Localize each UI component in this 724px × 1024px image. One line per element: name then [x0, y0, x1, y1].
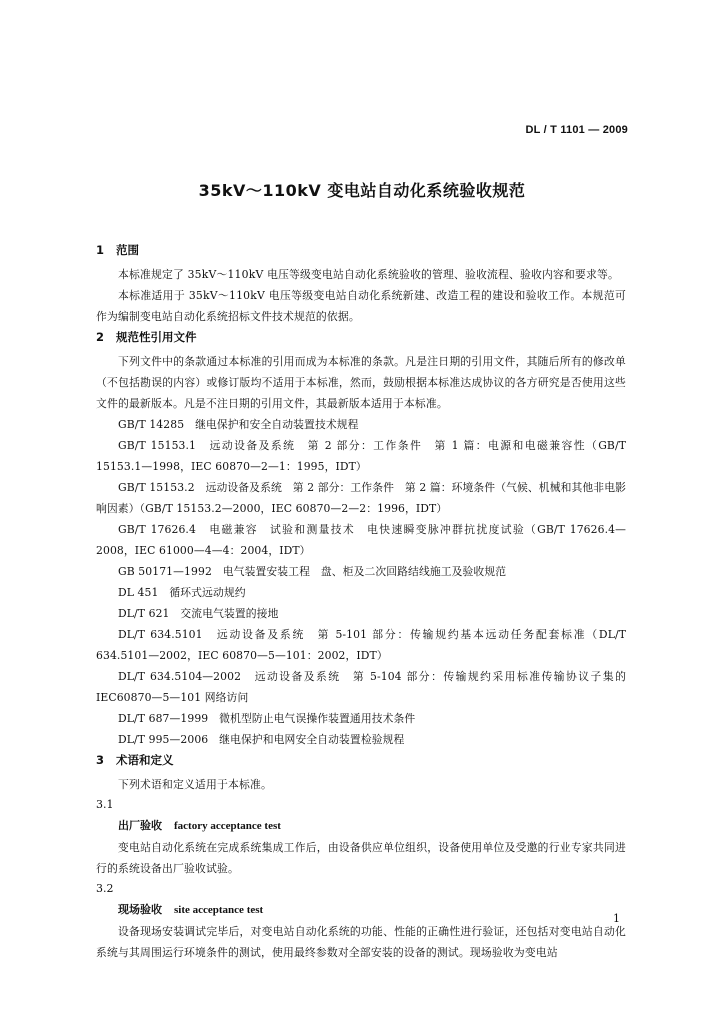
term-heading: [96, 899, 626, 921]
term-heading: [96, 815, 626, 837]
term-definition: 设备现场安装调试完毕后，对变电站自动化系统的功能、性能的正确性进行验证，还包括对变电站自动化系统与其周围运行环境条件的测试，使用最终参数对全部安装的设备的测试。现场验收为变电站: [96, 925, 626, 959]
section-heading-scope: [96, 240, 626, 260]
section-heading-normative-references: [96, 327, 626, 347]
reference-item: DL/T 995—2006 继电保护和电网安全自动装置检验规程: [118, 733, 405, 746]
standard-code: DL / T 1101 — 2009: [525, 124, 628, 136]
reference-item: GB/T 14285 继电保护和安全自动装置技术规程: [118, 418, 359, 431]
term-definition: 变电站自动化系统在完成系统集成工作后，由设备供应单位组织，设备使用单位及受邀的行业专家共同进行的系统设备出厂验收试验。: [96, 841, 626, 875]
paragraph: 下列术语和定义适用于本标准。: [118, 778, 272, 791]
reference-item: GB/T 15153.2 远动设备及系统 第 2 部分：工作条件 第 2 篇：环境条件（气候、机械和其他非电影响因素）（GB/T 15153.2—2000，IEC 60870—2—2：1996，IDT）: [96, 481, 626, 515]
section-title: 术语和定义: [116, 753, 174, 767]
section-number: 3: [96, 753, 105, 767]
term-english: site acceptance test: [174, 904, 264, 916]
reference-item: DL/T 621 交流电气装置的接地: [118, 607, 279, 620]
paragraph: 本标准适用于 35kV～110kV 电压等级变电站自动化系统新建、改造工程的建设和验收工作。本规范可作为编制变电站自动化系统招标文件技术规范的依据。: [96, 289, 626, 323]
paragraph: 本标准规定了 35kV～110kV 电压等级变电站自动化系统验收的管理、验收流程、验收内容和要求等。: [118, 268, 619, 281]
reference-item: DL 451 循环式远动规约: [118, 586, 246, 599]
term-english: factory acceptance test: [174, 820, 281, 832]
term-number: 3.1: [96, 798, 114, 811]
reference-item: GB/T 17626.4 电磁兼容 试验和测量技术 电快速瞬变脉冲群抗扰度试验（GB/T 17626.4—2008，IEC 61000—4—4：2004，IDT）: [96, 523, 626, 557]
term-number: 3.2: [96, 882, 114, 895]
term-chinese: 出厂验收: [118, 819, 162, 832]
reference-item: GB/T 15153.1 远动设备及系统 第 2 部分：工作条件 第 1 篇：电源和电磁兼容性（GB/T 15153.1—1998，IEC 60870—2—1：1995，IDT）: [96, 439, 626, 473]
section-number: 1: [96, 243, 105, 257]
page-number: 1: [613, 912, 620, 925]
document-body: [96, 240, 626, 963]
section-title: 规范性引用文件: [116, 330, 197, 344]
reference-item: DL/T 687—1999 微机型防止电气误操作装置通用技术条件: [118, 712, 416, 725]
paragraph: 下列文件中的条款通过本标准的引用而成为本标准的条款。凡是注日期的引用文件，其随后所有的修改单（不包括勘误的内容）或修订版均不适用于本标准，然而，鼓励根据本标准达成协议的各方研究是否使用这些文件的最新版本。凡是不注日期的引用文件，其最新版本适用于本标准。: [96, 355, 626, 410]
section-title: 范围: [116, 243, 139, 257]
document-title: 35kV～110kV 变电站自动化系统验收规范: [198, 181, 526, 200]
reference-item: DL/T 634.5101 远动设备及系统 第 5-101 部分：传输规约基本远动任务配套标准（DL/T 634.5101—2002，IEC 60870—5—101：2002，IDT）: [96, 628, 626, 662]
reference-item: DL/T 634.5104—2002 远动设备及系统 第 5-104 部分：传输规约采用标准传输协议子集的IEC60870—5—101 网络访问: [96, 670, 626, 704]
section-number: 2: [96, 330, 105, 344]
term-chinese: 现场验收: [118, 903, 162, 916]
section-heading-terms: [96, 750, 626, 770]
reference-item: GB 50171—1992 电气装置安装工程 盘、柜及二次回路结线施工及验收规范: [118, 565, 507, 578]
